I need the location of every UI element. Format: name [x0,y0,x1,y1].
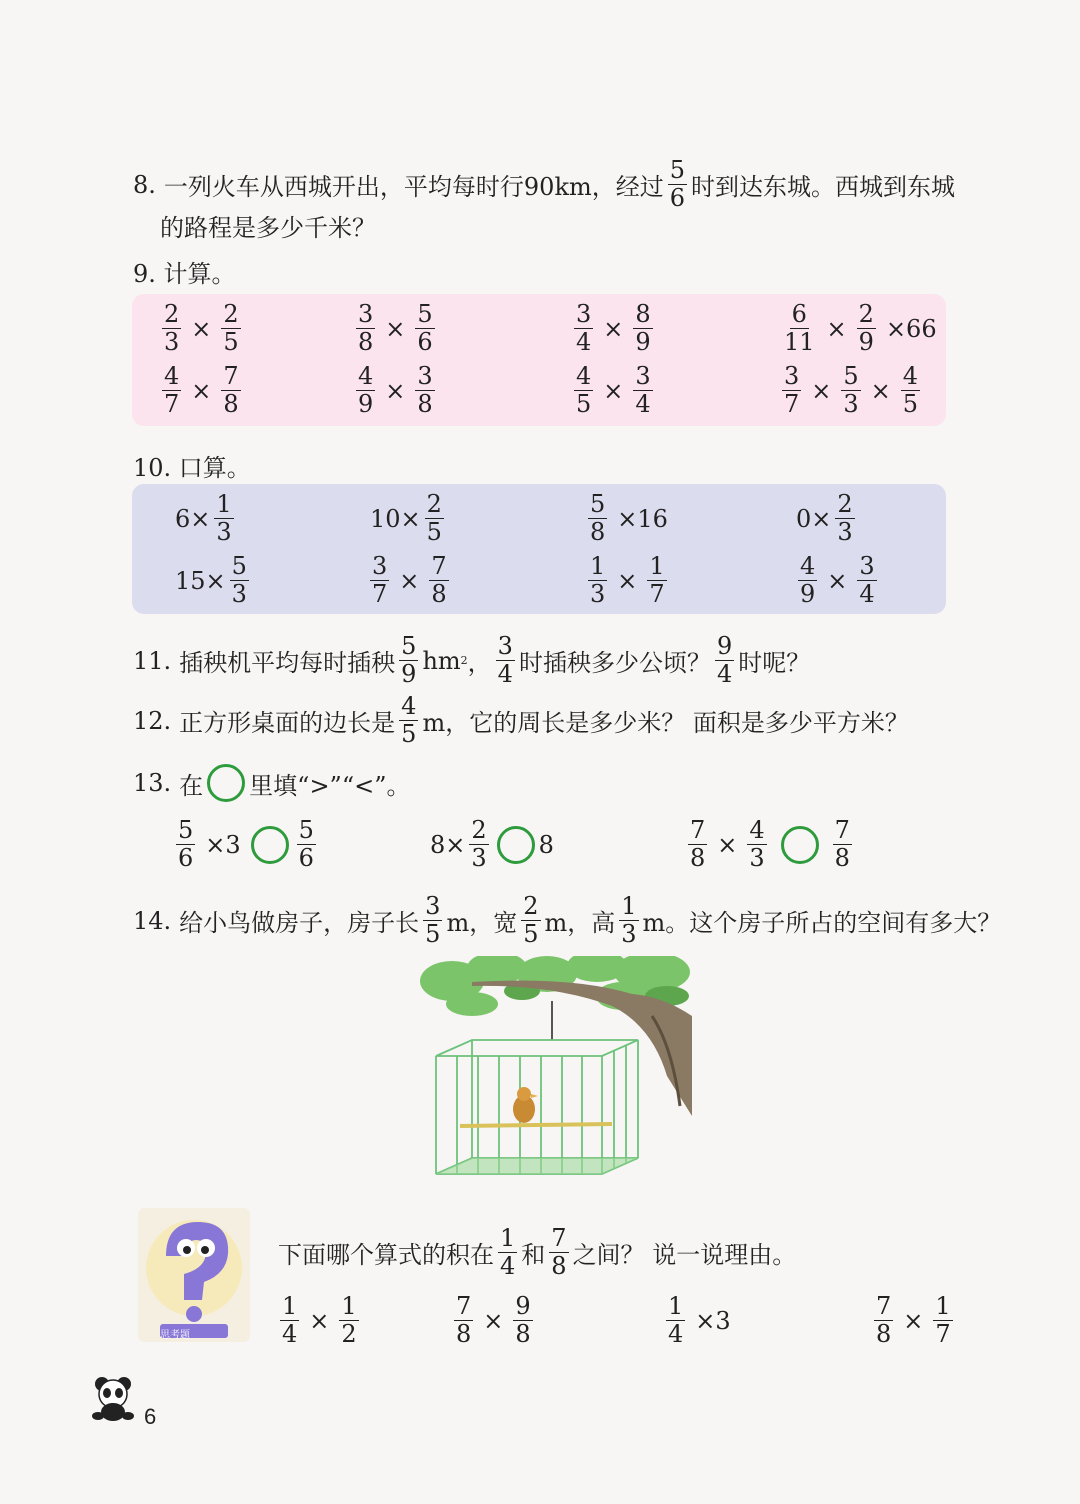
think-expr: $\frac{7}{8}$ × $\frac{1}{7}$ [876,1292,951,1349]
question-text: 的路程是多少千米？ [160,214,376,242]
question-10-title [133,448,251,483]
think-question: 下面哪个算式的积在 $\frac{1}{4}$ 和 $\frac{7}{8}$ 之间？ 说一说理由。 [278,1224,797,1281]
question-mark-mascot-icon [138,1208,250,1342]
expr: $\frac{4}{9}$ × $\frac{3}{4}$ [800,552,875,609]
panda-icon [88,1374,138,1424]
fraction: $\frac{5}{6}$ [669,156,686,213]
think-expr: $\frac{1}{4}$ ×3 [668,1292,731,1349]
question-9-title [133,254,236,289]
compare-expr: $\frac{5}{6}$ ×3 $\frac{5}{6}$ [178,816,314,873]
question-13: 13. 在 里填“>”“<”。 [133,764,410,802]
question-text: 插秧机平均每时插秧 [179,649,396,678]
expr: $\frac{6}{11}$ × $\frac{2}{9}$ ×66 [784,300,937,357]
expr: $\frac{3}{7}$ × $\frac{7}{8}$ [372,552,447,609]
question-number: 12. [133,706,172,735]
question-8 [133,158,955,211]
think-expr: $\frac{7}{8}$ × $\frac{9}{8}$ [456,1292,531,1349]
compare-expr: 8× $\frac{2}{3}$ 8 [430,816,554,873]
question-14: 14. 给小鸟做房子，房子长 $\frac{3}{5}$ m，宽 $\frac{2}{5}$ m，高 $\frac{1}{3}$ m。这个房子所占的空间有多大？ [133,892,1002,949]
answer-circle-input[interactable] [781,826,819,864]
expr: $\frac{4}{7}$ × $\frac{7}{8}$ [164,362,239,419]
expr: $\frac{3}{4}$ × $\frac{8}{9}$ [576,300,651,357]
question-title: 10. 口算。 [133,454,251,482]
think-label: 思考题 [160,1330,190,1341]
expr: $\frac{3}{7}$ × $\frac{5}{3}$ × $\frac{4}{5}$ [784,362,919,419]
question-number: 11. [133,646,172,675]
expr: $\frac{2}{3}$ × $\frac{2}{5}$ [164,300,239,357]
expr: 6× $\frac{1}{3}$ [175,490,232,547]
question-title: 9. 计算。 [133,260,236,288]
question-text: 给小鸟做房子，房子长 [179,909,420,938]
expr: 15× $\frac{5}{3}$ [175,552,247,609]
question-number: 13. [133,769,172,797]
answer-circle-icon [207,764,245,802]
question-11: 11. 插秧机平均每时插秧 $\frac{5}{9}$ hm 2 ， $\frac{3}{4}$ 时插秧多少公顷？ $\frac{9}{4}$ 时呢？ [133,632,811,689]
question-text: 一列火车从西城开出，平均每时行90km，经过 [163,173,664,202]
answer-circle-input[interactable] [497,826,535,864]
question-text: 正方形桌面的边长是 [179,709,396,738]
compare-expr: $\frac{7}{8}$ × $\frac{4}{3}$ $\frac{7}{8}$ [690,816,850,873]
question-number: 8. [133,170,156,199]
expr: 0× $\frac{2}{3}$ [796,490,853,547]
expr: $\frac{4}{5}$ × $\frac{3}{4}$ [576,362,651,419]
expr: $\frac{1}{3}$ × $\frac{1}{7}$ [590,552,665,609]
page-number: 6 [144,1404,157,1429]
question-number: 14. [133,906,172,935]
expr: 10× $\frac{2}{5}$ [370,490,442,547]
expr: $\frac{4}{9}$ × $\frac{3}{8}$ [358,362,433,419]
question-text: 时到达东城。西城到东城 [691,173,956,202]
think-expr: $\frac{1}{4}$ × $\frac{1}{2}$ [282,1292,357,1349]
question-text: 在 [179,771,204,800]
birdcage-illustration [412,956,692,1180]
question-text: 下面哪个算式的积在 [278,1241,494,1270]
answer-circle-input[interactable] [251,826,289,864]
expr: $\frac{3}{8}$ × $\frac{5}{6}$ [358,300,433,357]
question-8-line-2 [160,208,376,243]
question-12: 12. 正方形桌面的边长是 $\frac{4}{5}$ m，它的周长是多少米？ 面积是多少平方米？ [133,692,909,749]
expr: $\frac{5}{8}$ ×16 [590,490,668,547]
